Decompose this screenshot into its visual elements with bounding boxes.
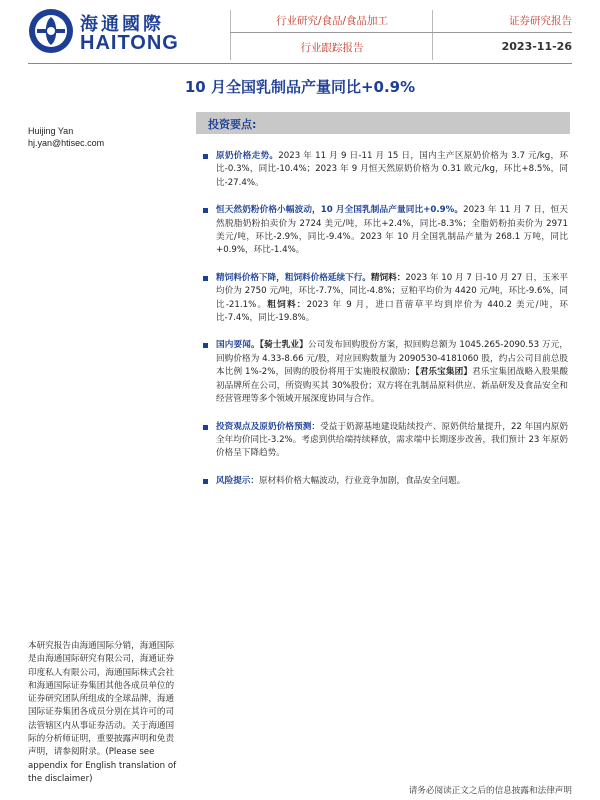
- footer-notice: 请务必阅读正文之后的信息披露和法律声明: [408, 786, 572, 796]
- list-item: [200, 150, 568, 190]
- key-points-header: [196, 112, 570, 134]
- point-lead: 国内要闻。: [216, 340, 260, 351]
- bullet-icon: [203, 154, 208, 159]
- key-points-list: [200, 150, 568, 502]
- bullet-icon: [203, 343, 208, 348]
- point-text: 公司发布回购股份方案，拟回购总额为 1045.265-2090.53 万元，回购价格为 4.33-8.66 元/股，对应回购数量为 2090530-4181060 股，约占公司目前总股本比例 1%-2%，回购的股份将用于实施股权激励；: [216, 340, 569, 378]
- list-item: [200, 475, 568, 488]
- list-item: [200, 339, 568, 406]
- point-lead: 恒天然奶粉价格小幅波动，10 月全国乳制品产量同比+0.9%。: [216, 205, 464, 216]
- point-subhead: 精饲料：: [370, 272, 406, 283]
- company-logo: [28, 8, 210, 54]
- key-points-title: 投资要点:: [208, 118, 257, 131]
- bullet-icon: [203, 425, 208, 430]
- disclaimer-text: 本研究报告由海通国际分销，海通国际是由海通国际研究有限公司，海通证券印度私人有限公司，海通国际株式会社和海通国际证券集团其他各成员单位的证券研究团队所组成的全球品牌，海通国际证券集团各成员分别在其许可的司法管辖区内从事证券活动。关于海通国际的分析师证明，重要披露声明和免责声明，请参阅附录。(Please see appendix for English translation of the disclaimer): [28, 641, 177, 784]
- header-bottom-rule: [28, 63, 572, 64]
- point-text: 2023 年 10 月 7 日-10 月 27 日，玉米平均价为 2750 元/吨，环比-7.7%，同比-4.8%；豆粕平均价为 4420 元/吨，环比-9.6%，同比-21.1%。: [216, 272, 568, 310]
- point-subhead: 【君乐宝集团】: [415, 367, 473, 378]
- document-type: 证券研究报告: [509, 15, 572, 27]
- header-divider-left: [230, 10, 231, 60]
- point-subhead: 粗饲料：: [267, 299, 307, 310]
- point-subhead: 【骑士乳业】: [259, 340, 308, 351]
- author-block: [28, 125, 104, 149]
- author-email[interactable]: hj.yan@htisec.com: [28, 138, 105, 148]
- report-title: 10 月全国乳制品产量同比+0.9%: [184, 78, 416, 96]
- list-item: [200, 204, 568, 258]
- bullet-icon: [203, 276, 208, 281]
- point-text: 2023 年 11 月 9 日-11 月 15 日，国内主产区原奶价格为 3.7 元/kg，环比-0.3%，同比-10.4%；2023 年 9 月恒天然原奶价格为 0.31 欧元/kg，环比+8.5%，同比-27.4%。: [216, 151, 568, 188]
- point-lead: 原奶价格走势。: [216, 151, 279, 161]
- point-text: 君乐宝集团战略入股果酸初品牌所在公司，所资购买其 30%股份；双方将在乳制品原料供应、新品研发及食品安全和经营管理等多个领域开展深度协同与合作。: [216, 367, 568, 405]
- point-text: 受益于奶源基地建设陆续投产、原奶供给量提升，22 年国内原奶全年均价同比-3.2%。考虑到供给端持续释放，需求端中长期逐步改善，我们预计 23 年原奶价格呈下降趋势。: [216, 421, 568, 459]
- bullet-icon: [203, 479, 208, 484]
- point-lead: 风险提示：: [216, 475, 259, 486]
- list-item: [200, 272, 568, 326]
- report-category-block: [262, 13, 402, 55]
- header-divider-right: [432, 10, 433, 60]
- report-type: 行业跟踪报告: [300, 42, 364, 54]
- logo-chinese-text: 海通國際: [80, 14, 164, 35]
- author-name: Huijing Yan: [28, 126, 74, 136]
- logo-english-text: HAITONG: [80, 32, 179, 54]
- point-text: 2023 年 9 月，进口苜蓿草平均到岸价为 440.2 美元/吨，环比-7.4%，同比-19.8%。: [216, 299, 568, 324]
- point-text: 原材料价格大幅波动，行业竞争加剧，食品安全问题。: [258, 475, 466, 486]
- report-meta-block: [502, 13, 572, 53]
- list-item: [200, 421, 568, 461]
- report-category: 行业研究/食品/食品加工: [275, 15, 389, 27]
- point-text: 2023 年 11 月 7 日，恒天然脱脂奶粉拍卖价为 2724 美元/吨，环比+2.4%，同比-8.3%；全脂奶粉拍卖价为 2971 美元/吨，环比-2.9%，同比-9.4%。2023 年 10 月全国乳制品产量为 268.1 万吨，同比+0.9%，环比-1.4%。: [216, 205, 568, 256]
- point-lead: 精饲料价格下降，粗饲料价格延续下行。: [216, 272, 371, 283]
- report-date: 2023-11-26: [501, 40, 572, 53]
- point-lead: 投资观点及原奶价格预测：: [216, 421, 321, 432]
- bullet-icon: [203, 208, 208, 213]
- haitong-logo-icon: [28, 8, 74, 54]
